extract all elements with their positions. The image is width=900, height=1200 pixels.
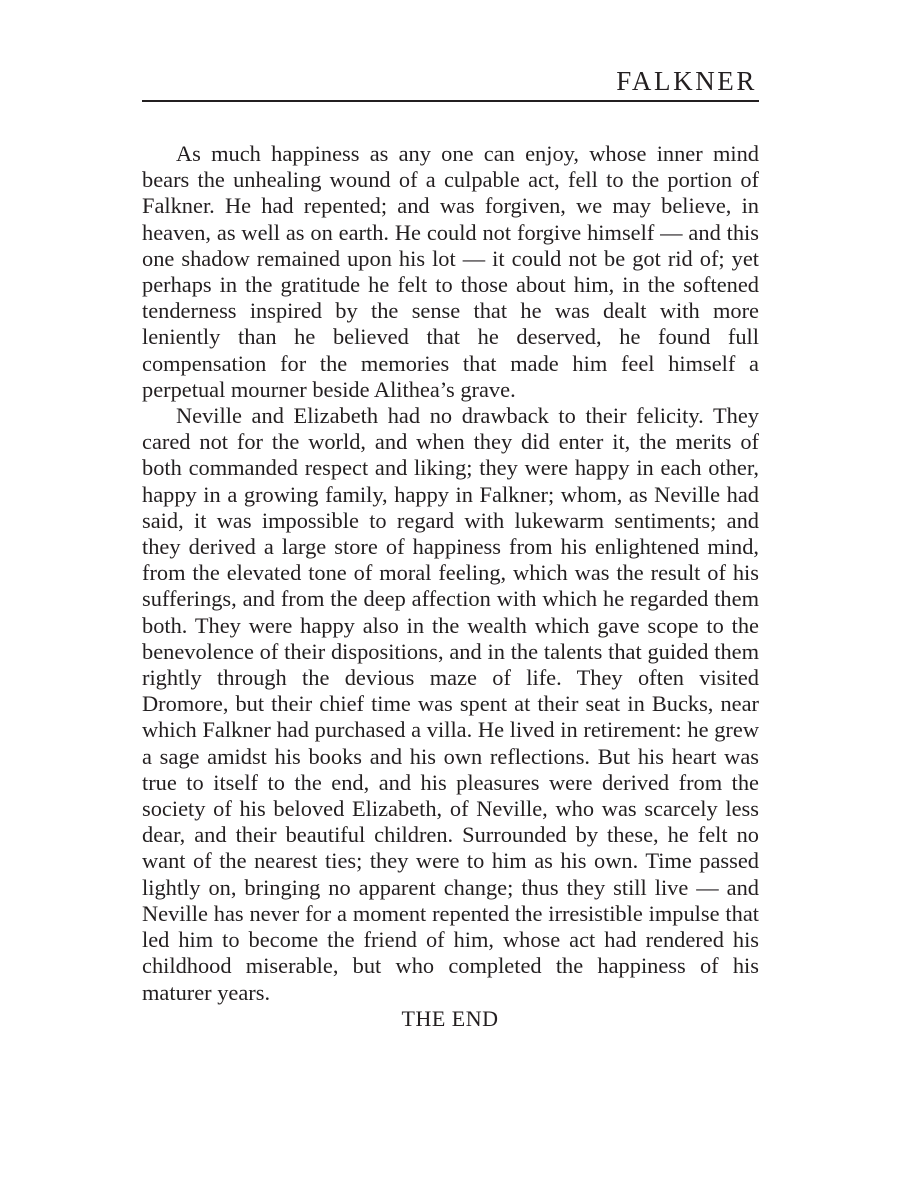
end-mark: THE END xyxy=(401,1006,499,1031)
text-body xyxy=(142,141,759,1006)
running-title: FALKNER xyxy=(616,66,757,96)
running-header xyxy=(142,62,759,102)
paragraph-2: Neville and Elizabeth had no drawback to their felicity. They cared not for the world, and when they did enter it, the merits of both commanded respect and liking; they were happy in each other, happy in a growing family, happy in Falkner; whom, as Neville had said, it was impossible to regard with lukewarm sentiments; and they derived a large store of happiness from his enlightened mind, from the elevated tone of moral feeling, which was the result of his sufferings, and from the deep affection with which he regarded them both. They were happy also in the wealth which gave scope to the benevolence of their dispositions, and in the talents that guided them rightly through the devious maze of life. They often visited Dromore, but their chief time was spent at their seat in Bucks, near which Falkner had purchased a villa. He lived in retirement: he grew a sage amidst his books and his own reflections. But his heart was true to itself to the end, and his pleasures were derived from the society of his beloved Elizabeth, of Neville, who was scarcely less dear, and their beautiful children. Surrounded by these, he felt no want of the nearest ties; they were to him as his own. Time passed lightly on, bringing no apparent change; thus they still live — and Neville has never for a moment repented the irresistible impulse that led him to become the friend of him, whose act had rendered his childhood miserable, but who completed the happiness of his maturer years. xyxy=(142,403,759,1005)
paragraph-1: As much happiness as any one can enjoy, whose inner mind bears the unhealing wound of a culpable act, fell to the portion of Falkner. He had repented; and was forgiven, we may believe, in heaven, as well as on earth. He could not forgive himself — and this one shadow remained upon his lot — it could not be got rid of; yet perhaps in the gratitude he felt to those about him, in the softened tenderness inspired by the sense that he was dealt with more leniently than he believed that he deserved, he found full compensation for the memories that made him feel himself a perpetual mourner beside Alithea’s grave. xyxy=(142,141,759,402)
